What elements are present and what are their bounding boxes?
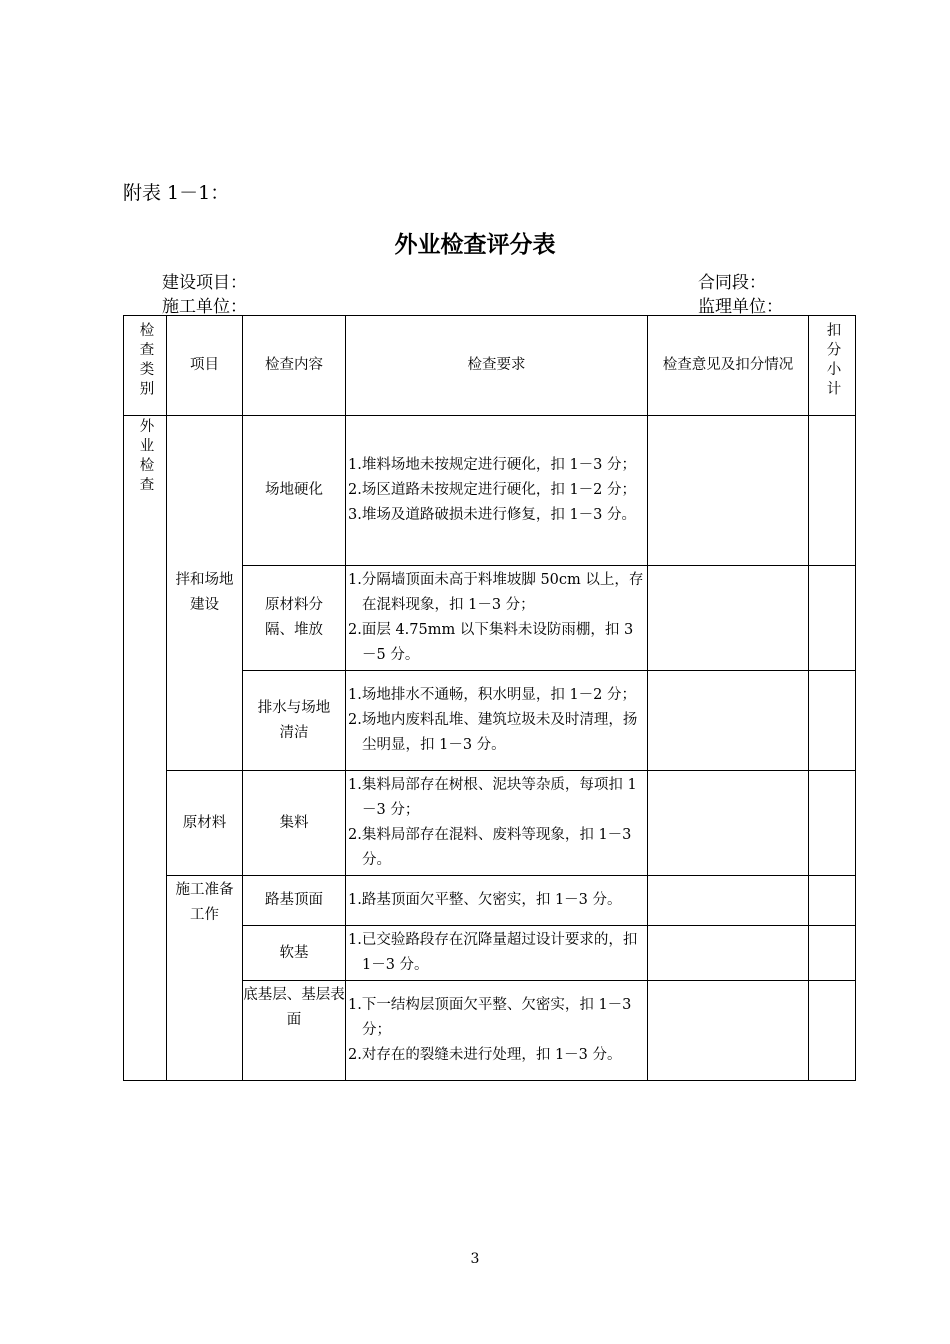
header-category: 检查类别 — [124, 316, 167, 416]
opinion-cell[interactable] — [648, 566, 809, 671]
opinion-cell[interactable] — [648, 926, 809, 981]
header-item: 项目 — [167, 316, 243, 416]
header-subtotal: 扣分小计 — [809, 316, 856, 416]
document-title: 外业检查评分表 — [394, 231, 556, 258]
subtotal-cell[interactable] — [809, 416, 856, 566]
requirement-item: 1.下一结构层顶面欠平整、欠密实，扣 1－3 分； — [348, 997, 632, 1038]
requirement-item: 2.面层 4.75mm 以下集料未设防雨棚，扣 3－5 分。 — [348, 622, 634, 663]
requirement-cell — [346, 771, 648, 876]
subtotal-cell[interactable] — [809, 981, 856, 1081]
opinion-cell[interactable] — [648, 876, 809, 926]
header-row — [124, 316, 856, 416]
requirement-cell — [346, 981, 648, 1081]
requirement-cell — [346, 671, 648, 771]
requirement-item: 1.集料局部存在树根、泥块等杂质，每项扣 1－3 分； — [348, 777, 637, 818]
requirement-item: 2.集料局部存在混料、废料等现象，扣 1－3 分。 — [348, 827, 632, 868]
item-cell: 原材料 — [167, 771, 243, 876]
opinion-cell[interactable] — [648, 416, 809, 566]
page-number: 3 — [470, 1251, 480, 1267]
table-body — [124, 416, 856, 1081]
subtotal-cell[interactable] — [809, 771, 856, 876]
score-table — [123, 315, 856, 1081]
opinion-cell[interactable] — [648, 671, 809, 771]
requirement-item: 3.堆场及道路破损未进行修复，扣 1－3 分。 — [348, 507, 637, 523]
header-opinion: 检查意见及扣分情况 — [648, 316, 809, 416]
content-cell: 场地硬化 — [243, 416, 346, 566]
content-cell: 集料 — [243, 771, 346, 876]
content-cell: 软基 — [243, 926, 346, 981]
unit-label: 施工单位： — [162, 297, 247, 317]
requirement-item: 2.对存在的裂缝未进行处理，扣 1－3 分。 — [348, 1047, 622, 1063]
subtotal-cell[interactable] — [809, 566, 856, 671]
opinion-cell[interactable] — [648, 981, 809, 1081]
requirement-item: 2.场地内废料乱堆、建筑垃圾未及时清理，扬尘明显，扣 1－3 分。 — [348, 712, 638, 753]
appendix-label: 附表 1－1： — [123, 182, 230, 204]
content-cell: 排水与场地清洁 — [243, 671, 346, 771]
opinion-cell[interactable] — [648, 771, 809, 876]
content-cell: 路基顶面 — [243, 876, 346, 926]
project-label: 建设项目： — [162, 273, 247, 293]
contract-label: 合同段： — [698, 273, 766, 293]
requirement-item: 1.场地排水不通畅，积水明显，扣 1－2 分； — [348, 687, 637, 703]
supervisor-label: 监理单位： — [698, 297, 783, 317]
requirement-item: 2.场区道路未按规定进行硬化，扣 1－2 分； — [348, 482, 637, 498]
table-row — [124, 876, 856, 926]
requirement-cell — [346, 926, 648, 981]
requirement-cell — [346, 566, 648, 671]
subtotal-cell[interactable] — [809, 876, 856, 926]
header-content: 检查内容 — [243, 316, 346, 416]
table-row — [124, 771, 856, 876]
item-cell: 施工准备工作 — [167, 876, 243, 1081]
requirement-cell — [346, 876, 648, 926]
category-cell: 外业检查 — [124, 416, 167, 1081]
requirement-item: 1.堆料场地未按规定进行硬化，扣 1－3 分； — [348, 457, 637, 473]
subtotal-cell[interactable] — [809, 671, 856, 771]
header-requirement: 检查要求 — [346, 316, 648, 416]
requirement-item: 1.分隔墙顶面未高于料堆坡脚 50cm 以上，存在混料现象，扣 1－3 分； — [348, 572, 644, 613]
subtotal-cell[interactable] — [809, 926, 856, 981]
requirement-cell — [346, 416, 648, 566]
requirement-item: 1.已交验路段存在沉降量超过设计要求的，扣 1－3 分。 — [348, 932, 638, 973]
content-cell: 原材料分隔、堆放 — [243, 566, 346, 671]
table-row — [124, 416, 856, 566]
item-cell: 拌和场地建设 — [167, 416, 243, 771]
requirement-item: 1.路基顶面欠平整、欠密实，扣 1－3 分。 — [348, 892, 622, 908]
content-cell: 底基层、基层表面 — [243, 981, 346, 1081]
